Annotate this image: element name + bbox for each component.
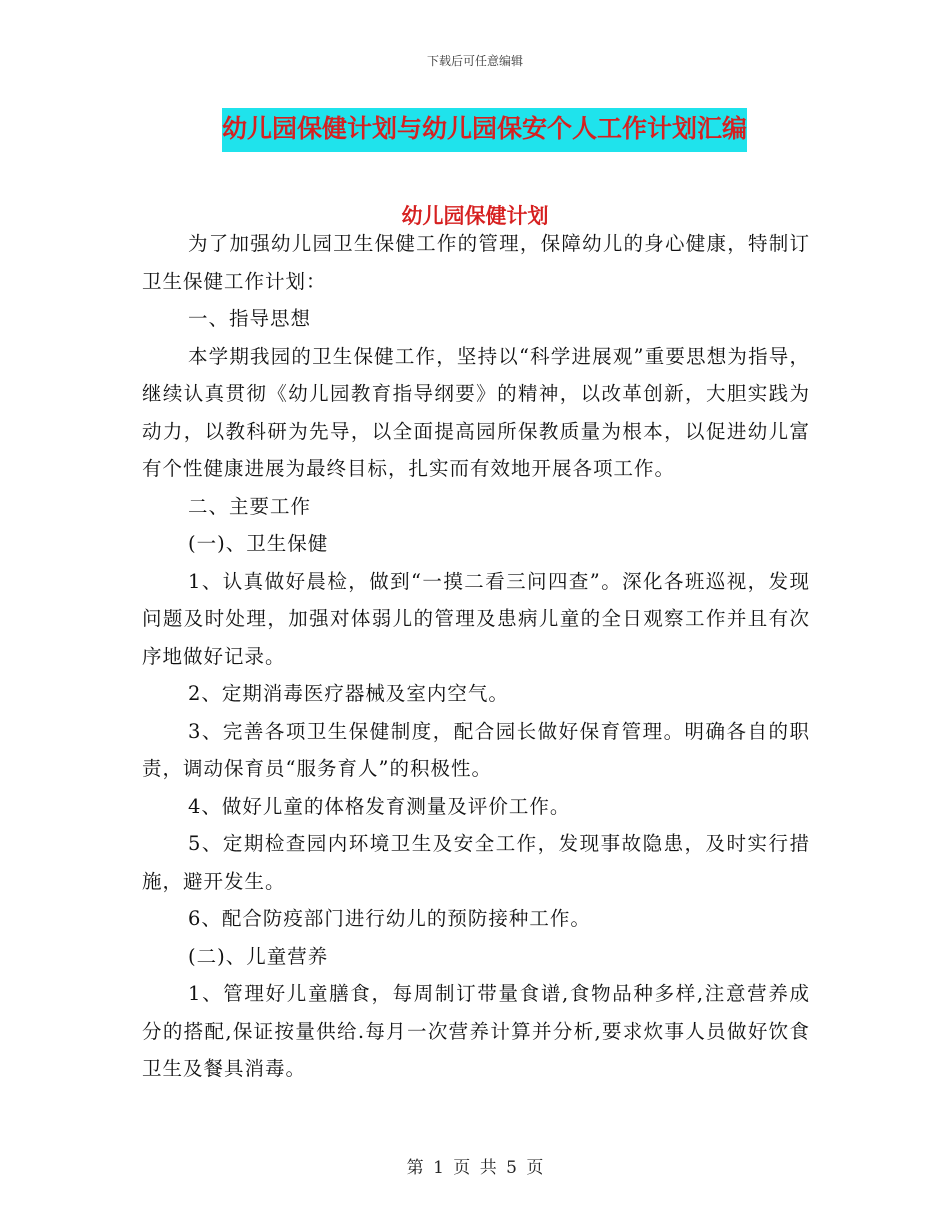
heading-guiding-ideology: 一、指导思想 — [188, 307, 312, 330]
heading-main-work: 二、主要工作 — [188, 494, 312, 518]
list-item: 2、定期消毒医疗器械及室内空气。 — [188, 682, 509, 705]
list-item: 3、完善各项卫生保健制度，配合园长做好保育管理。明确各自的职责，调动保育员“服务育人”的积极性。 — [142, 719, 810, 780]
document-title: 幼儿园保健计划与幼儿园保安个人工作计划汇编 — [222, 108, 747, 152]
list-item: 6、配合防疫部门进行幼儿的预防接种工作。 — [188, 907, 591, 930]
document-body — [142, 225, 810, 1088]
page-footer: 第 1 页 共 5 页 — [406, 1158, 544, 1178]
section-title: 幼儿园保健计划 — [401, 204, 549, 228]
paragraph-intro: 为了加强幼儿园卫生保健工作的管理，保障幼儿的身心健康，特制订卫生保健工作计划： — [142, 232, 810, 293]
list-item: 4、做好儿童的体格发育测量及评价工作。 — [188, 794, 571, 818]
subheading-nutrition: (二)、儿童营养 — [188, 944, 329, 968]
list-item: 1、认真做好晨检，做到“一摸二看三问四查”。深化各班巡视，发现问题及时处理，加强对体弱儿的管理及患病儿童的全日观察工作并且有次序地做好记录。 — [142, 569, 810, 668]
subheading-health-care: (一)、卫生保健 — [188, 532, 329, 555]
paragraph-guiding-ideology: 本学期我园的卫生保健工作，坚持以“科学进展观”重要思想为指导，继续认真贯彻《幼儿园教育指导纲要》的精神，以改革创新，大胆实践为动力，以教科研为先导，以全面提高园所保教质量为根本，以促进幼儿富有个性健康进展为最终目标，扎实而有效地开展各项工作。 — [142, 344, 810, 480]
list-item: 5、定期检查园内环境卫生及安全工作，发现事故隐患，及时实行措施，避开发生。 — [142, 832, 810, 893]
header-note: 下载后可任意编辑 — [426, 54, 523, 68]
list-item: 1、管理好儿童膳食，每周制订带量食谱,食物品种多样,注意营养成分的搭配,保证按量供给.每月一次营养计算并分析,要求炊事人员做好饮食卫生及餐具消毒。 — [142, 982, 810, 1080]
